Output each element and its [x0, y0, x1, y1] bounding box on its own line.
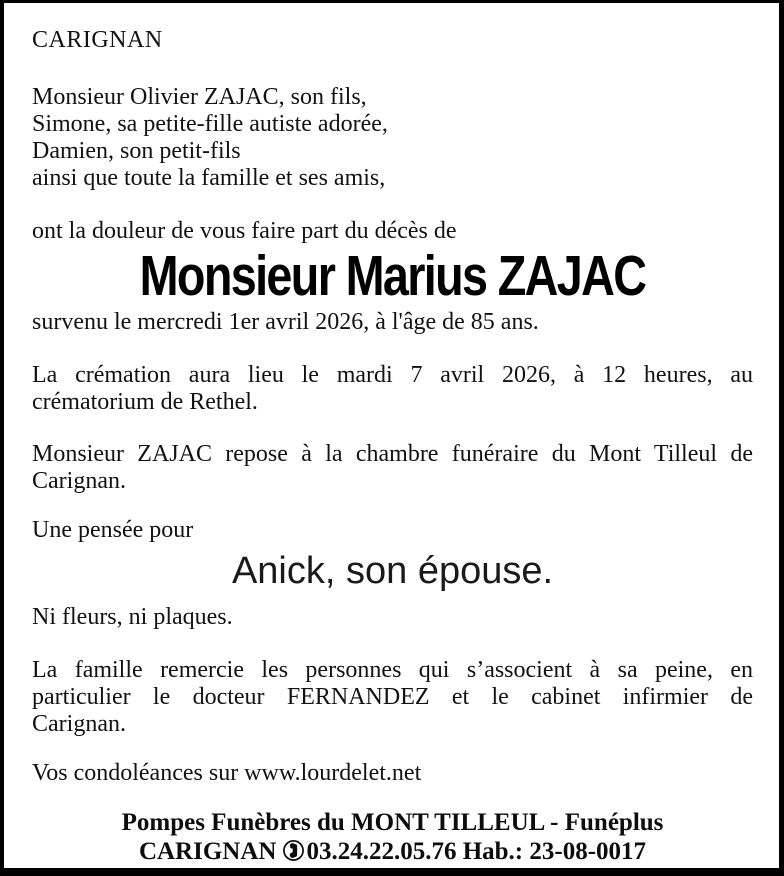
thanks-paragraph	[32, 657, 753, 738]
condolences-line: Vos condoléances sur www.lourdelet.net	[32, 760, 422, 786]
repose-line: Carignan.	[32, 468, 126, 494]
cremation-line: La crémation aura lieu le mardi 7 avril 2026, à 12 heures, au	[32, 362, 753, 388]
thanks-line: particulier le docteur FERNANDEZ et le cabinet infirmier de	[32, 684, 753, 710]
funeral-home-footer	[32, 808, 753, 866]
tribute-name: Anick, son épouse.	[231, 550, 554, 592]
announcement-line: ont la douleur de vous faire part du décès de	[32, 218, 457, 244]
cremation-line: crématorium de Rethel.	[32, 389, 258, 415]
repose-line: Monsieur ZAJAC repose à la chambre funéraire du Mont Tilleul de	[32, 441, 753, 467]
thanks-line: Carignan.	[32, 711, 126, 737]
family-line: ainsi que toute la famille et ses amis,	[32, 165, 386, 191]
funeral-home-phone: 03.24.22.05.76	[306, 838, 457, 865]
repose-paragraph	[32, 441, 753, 495]
cremation-paragraph	[32, 362, 753, 416]
family-line: Simone, sa petite-fille autiste adorée,	[32, 111, 388, 137]
funeral-home-contact	[32, 837, 753, 866]
no-flowers-line: Ni fleurs, ni plaques.	[32, 604, 233, 630]
city-header: CARIGNAN	[32, 27, 163, 53]
family-list	[32, 84, 753, 192]
death-info: survenu le mercredi 1er avril 2026, à l'âge de 85 ans.	[32, 309, 539, 335]
habilitation-number: Hab.: 23-08-0017	[462, 838, 647, 865]
tribute-intro: Une pensée pour	[32, 517, 194, 543]
funeral-home-name: Pompes Funèbres du MONT TILLEUL - Funéplus	[121, 809, 664, 836]
family-line: Damien, son petit-fils	[32, 138, 241, 164]
deceased-name: Monsieur Marius ZAJAC	[139, 244, 646, 308]
family-line: Monsieur Olivier ZAJAC, son fils,	[32, 84, 367, 110]
thanks-line: La famille remercie les personnes qui s’associent à sa peine, en	[32, 657, 753, 683]
phone-icon	[282, 839, 305, 862]
funeral-home-city: CARIGNAN	[138, 838, 277, 865]
